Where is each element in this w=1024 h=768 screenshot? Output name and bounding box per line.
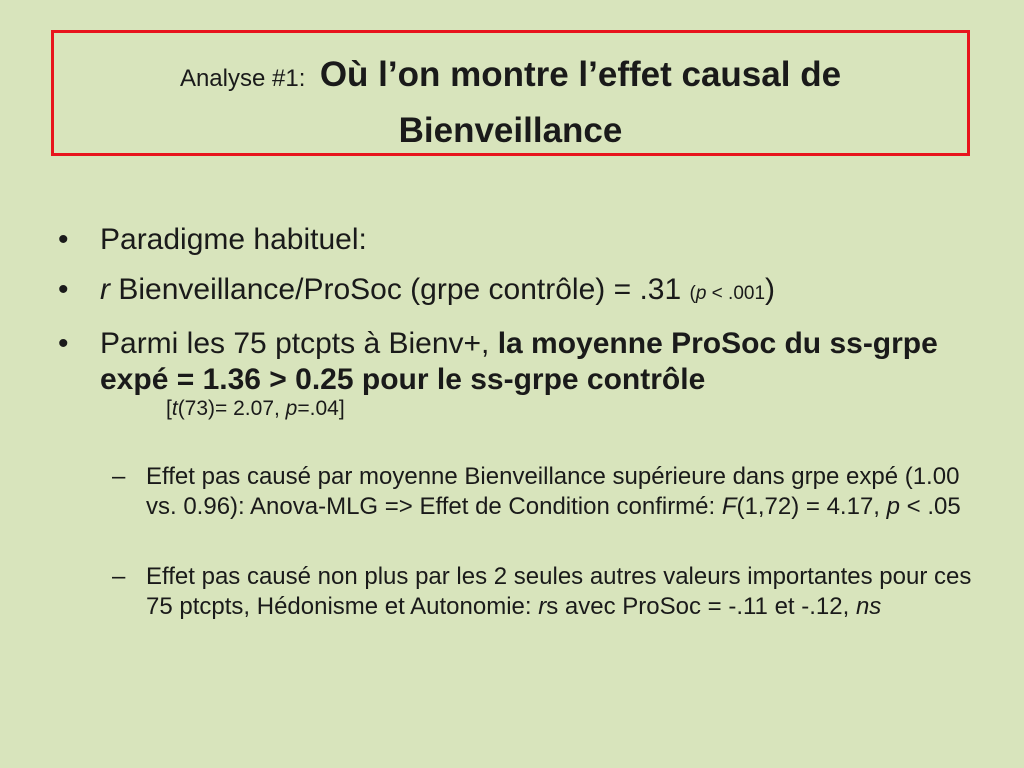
sub-text: Effet pas causé par moyenne Bienveillance supérieure dans grpe expé (1.00 vs. 0.96): Anova-MLG => Effet de Condition confirmé: [146, 463, 960, 520]
bullet-text: Paradigme habituel: [100, 223, 367, 256]
paren-close: ) [765, 273, 776, 306]
sub-bullet-bienveillance [58, 462, 978, 522]
r-symbol: r [100, 273, 110, 306]
bullet-text: Bienveillance/ProSoc (grpe contrôle) = .31 [110, 273, 690, 306]
stat-bracket: [ [166, 397, 172, 420]
title-main: Où l’on montre l’effet causal de [319, 55, 842, 94]
bullet-moyenne [58, 326, 978, 398]
title-prefix: Analyse #1: [179, 65, 306, 92]
p-symbol: p [886, 493, 900, 520]
slide-content [58, 222, 978, 622]
sub-dash: – [112, 563, 126, 590]
title-line-1 [54, 55, 967, 95]
r-values: s avec ProSoc = -.11 et -.12, [546, 593, 856, 620]
bullet-paradigme [58, 222, 978, 258]
sub-bullet-valeurs [58, 562, 978, 622]
bullet-text: Parmi les 75 ptcpts à Bienv+, [100, 327, 498, 360]
sub-dash: – [112, 463, 126, 490]
bullet-dot: • [58, 327, 69, 360]
t-test-stat [58, 394, 978, 424]
p-symbol: p [285, 397, 298, 420]
r-symbol: r [538, 593, 547, 620]
sub-text: Effet pas causé non plus par les 2 seules autres valeurs importantes pour ces 75 ptcpts, Hédonisme et Autonomie: [146, 563, 972, 620]
stat-p-value: =.04] [297, 397, 345, 420]
bullet-dot: • [58, 223, 69, 256]
F-value: (1,72) = 4.17, [736, 493, 887, 520]
F-symbol: F [721, 493, 737, 520]
paren-open: ( [689, 283, 696, 304]
bullet-correlation [58, 272, 978, 312]
title-box [51, 30, 970, 156]
p-value: < .001 [706, 283, 766, 304]
bullet-bold-text: la moyenne ProSoc du ss-grpe expé = 1.36 > 0.25 pour le ss-grpe contrôle [100, 327, 938, 396]
p-value: < .05 [899, 493, 961, 520]
ns-label: ns [855, 593, 882, 620]
stat-df: (73)= 2.07, [177, 397, 286, 420]
title-line-2: Bienveillance [398, 111, 623, 150]
t-symbol: t [171, 397, 178, 420]
p-symbol: p [695, 283, 707, 304]
bullet-dot: • [58, 273, 69, 306]
